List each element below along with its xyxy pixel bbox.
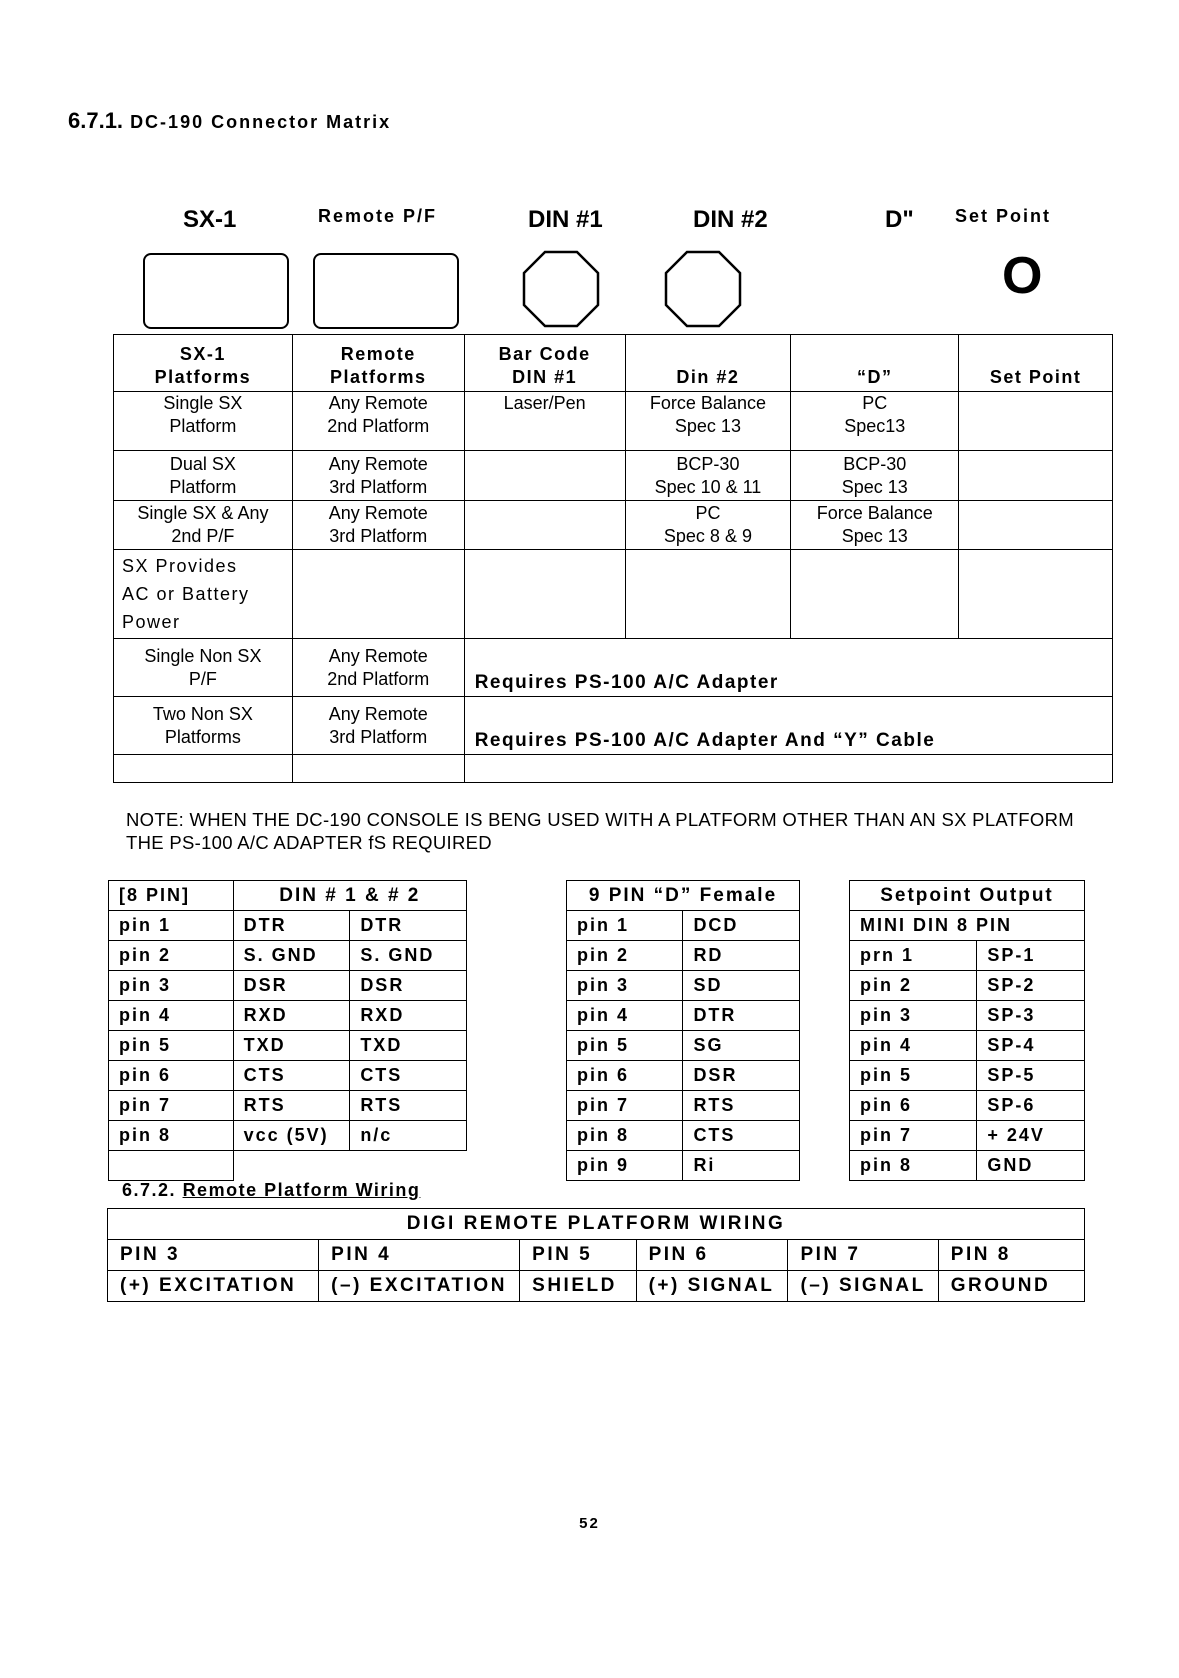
matrix-cell: Two Non SX Platforms xyxy=(114,697,293,755)
header-din1: DIN #1 xyxy=(528,206,603,233)
matrix-cell xyxy=(959,550,1113,639)
matrix-cell: BCP-30 Spec 13 xyxy=(791,451,959,501)
matrix-header-row xyxy=(114,335,1113,392)
wiring-pin: PIN 5 xyxy=(520,1240,636,1271)
section-title-text: DC-190 Connector Matrix xyxy=(130,112,392,132)
sx1-connector-icon xyxy=(143,253,289,329)
wiring-signal: (+) SIGNAL xyxy=(636,1271,788,1302)
table-row: pin 8 CTS xyxy=(567,1121,800,1151)
table-row: pin 2 RD xyxy=(567,941,800,971)
table-row-empty xyxy=(109,1151,467,1181)
subsection-title-text: Remote Platform Wiring xyxy=(182,1180,421,1200)
matrix-row xyxy=(114,639,1113,697)
matrix-cell: SX Provides AC or Battery Power xyxy=(114,550,293,639)
matrix-cell xyxy=(464,550,625,639)
matrix-cell xyxy=(959,392,1113,451)
set-point-symbol: O xyxy=(1002,247,1043,305)
d-sub-pin-table xyxy=(566,880,800,1181)
wiring-signal: GROUND xyxy=(938,1271,1084,1302)
matrix-row xyxy=(114,392,1113,451)
matrix-cell: Any Remote 2nd Platform xyxy=(292,639,464,697)
table-row: pin 4 RXD RXD xyxy=(109,1001,467,1031)
d-header-title: 9 PIN “D” Female xyxy=(567,881,800,911)
table-row: pin 1 DCD xyxy=(567,911,800,941)
matrix-cell xyxy=(959,501,1113,550)
setpoint-subheader-row xyxy=(850,911,1085,941)
setpoint-header-row xyxy=(850,881,1085,911)
header-din2: DIN #2 xyxy=(693,206,768,233)
table-row: pin 7 RTS xyxy=(567,1091,800,1121)
din-pin-table xyxy=(108,880,467,1181)
wiring-signal: (–) SIGNAL xyxy=(788,1271,938,1302)
table-row: pin 4 SP-4 xyxy=(850,1031,1085,1061)
header-sx1: SX-1 xyxy=(183,206,237,233)
header-remote-pf: Remote P/F xyxy=(318,206,438,226)
table-row: pin 7 + 24V xyxy=(850,1121,1085,1151)
wiring-pin: PIN 7 xyxy=(788,1240,938,1271)
din-header-row xyxy=(109,881,467,911)
table-row: pin 2 S. GND S. GND xyxy=(109,941,467,971)
matrix-cell: Any Remote 2nd Platform xyxy=(292,392,464,451)
matrix-cell xyxy=(959,451,1113,501)
matrix-cell: Single Non SX P/F xyxy=(114,639,293,697)
matrix-cell xyxy=(464,501,625,550)
matrix-row xyxy=(114,697,1113,755)
table-row: pin 3 DSR DSR xyxy=(109,971,467,1001)
matrix-row xyxy=(114,451,1113,501)
matrix-cell: PC Spec 8 & 9 xyxy=(625,501,791,550)
table-row: pin 5 SG xyxy=(567,1031,800,1061)
subsection-title xyxy=(122,1180,420,1201)
wiring-pin: PIN 3 xyxy=(108,1240,319,1271)
wiring-title-row xyxy=(108,1209,1085,1240)
wiring-signal: (–) EXCITATION xyxy=(319,1271,520,1302)
wiring-title: DIGI REMOTE PLATFORM WIRING xyxy=(108,1209,1085,1240)
wiring-pin: PIN 4 xyxy=(319,1240,520,1271)
matrix-cell: Any Remote 3rd Platform xyxy=(292,501,464,550)
table-row: pin 6 DSR xyxy=(567,1061,800,1091)
matrix-cell: Any Remote 3rd Platform xyxy=(292,451,464,501)
din1-connector-icon xyxy=(522,250,600,328)
matrix-cell: Single SX & Any 2nd P/F xyxy=(114,501,293,550)
matrix-header-cell: Remote Platforms xyxy=(292,335,464,392)
matrix-cell xyxy=(464,755,1112,783)
requirement-cell: Requires PS-100 A/C Adapter xyxy=(464,639,1112,697)
matrix-cell xyxy=(114,755,293,783)
table-row: pin 1 DTR DTR xyxy=(109,911,467,941)
matrix-header-cell: Din #2 xyxy=(625,335,791,392)
header-set-point: Set Point xyxy=(955,206,1052,226)
setpoint-subheader: MINI DIN 8 PIN xyxy=(850,911,1085,941)
table-row: pin 7 RTS RTS xyxy=(109,1091,467,1121)
matrix-cell xyxy=(625,550,791,639)
table-row: pin 6 CTS CTS xyxy=(109,1061,467,1091)
matrix-cell: Laser/Pen xyxy=(464,392,625,451)
d-header-row xyxy=(567,881,800,911)
wiring-signal-row xyxy=(108,1271,1085,1302)
wiring-signal: SHIELD xyxy=(520,1271,636,1302)
matrix-row xyxy=(114,501,1113,550)
connector-matrix-table xyxy=(113,334,1113,783)
din-header-pins: [8 PIN] xyxy=(109,881,234,911)
note-text: NOTE: WHEN THE DC-190 CONSOLE IS BENG USED WITH A PLATFORM OTHER THAN AN SX PLATFORM THE PS-100 A/C ADAPTER fS REQUIRED xyxy=(126,809,1074,853)
setpoint-header-title: Setpoint Output xyxy=(850,881,1085,911)
matrix-cell xyxy=(292,755,464,783)
matrix-cell xyxy=(292,550,464,639)
din-header-title: DIN # 1 & # 2 xyxy=(233,881,466,911)
table-row: pin 5 TXD TXD xyxy=(109,1031,467,1061)
table-row: pin 5 SP-5 xyxy=(850,1061,1085,1091)
table-row: pin 8 vcc (5V) n/c xyxy=(109,1121,467,1151)
matrix-cell: Any Remote 3rd Platform xyxy=(292,697,464,755)
matrix-header-cell: Set Point xyxy=(959,335,1113,392)
matrix-cell: Force Balance Spec 13 xyxy=(625,392,791,451)
din2-connector-icon xyxy=(664,250,742,328)
matrix-cell xyxy=(791,550,959,639)
matrix-header-cell: SX-1 Platforms xyxy=(114,335,293,392)
wiring-pin: PIN 8 xyxy=(938,1240,1084,1271)
table-row: pin 6 SP-6 xyxy=(850,1091,1085,1121)
wiring-signal: (+) EXCITATION xyxy=(108,1271,319,1302)
matrix-cell: Force Balance Spec 13 xyxy=(791,501,959,550)
matrix-header-cell: “D” xyxy=(791,335,959,392)
subsection-number: 6.7.2. xyxy=(122,1180,177,1200)
matrix-cell xyxy=(464,451,625,501)
wiring-pin: PIN 6 xyxy=(636,1240,788,1271)
matrix-cell: PC Spec13 xyxy=(791,392,959,451)
matrix-row xyxy=(114,550,1113,639)
header-d: D" xyxy=(885,206,914,233)
table-row: pin 8 GND xyxy=(850,1151,1085,1181)
remote-platform-wiring-table xyxy=(107,1208,1085,1302)
wiring-pin-row xyxy=(108,1240,1085,1271)
table-row: pin 3 SP-3 xyxy=(850,1001,1085,1031)
table-row: pin 3 SD xyxy=(567,971,800,1001)
page-number: 52 xyxy=(579,1515,600,1532)
matrix-cell: BCP-30 Spec 10 & 11 xyxy=(625,451,791,501)
requirement-cell: Requires PS-100 A/C Adapter And “Y” Cable xyxy=(464,697,1112,755)
setpoint-output-table xyxy=(849,880,1085,1181)
section-number: 6.7.1. xyxy=(68,108,124,133)
matrix-cell: Single SX Platform xyxy=(114,392,293,451)
table-row: pin 4 DTR xyxy=(567,1001,800,1031)
matrix-row-empty xyxy=(114,755,1113,783)
section-title xyxy=(68,108,391,134)
table-row: prn 1 SP-1 xyxy=(850,941,1085,971)
remote-pf-connector-icon xyxy=(313,253,459,329)
matrix-header-cell: Bar Code DIN #1 xyxy=(464,335,625,392)
table-row: pin 2 SP-2 xyxy=(850,971,1085,1001)
matrix-cell: Dual SX Platform xyxy=(114,451,293,501)
table-row: pin 9 Ri xyxy=(567,1151,800,1181)
